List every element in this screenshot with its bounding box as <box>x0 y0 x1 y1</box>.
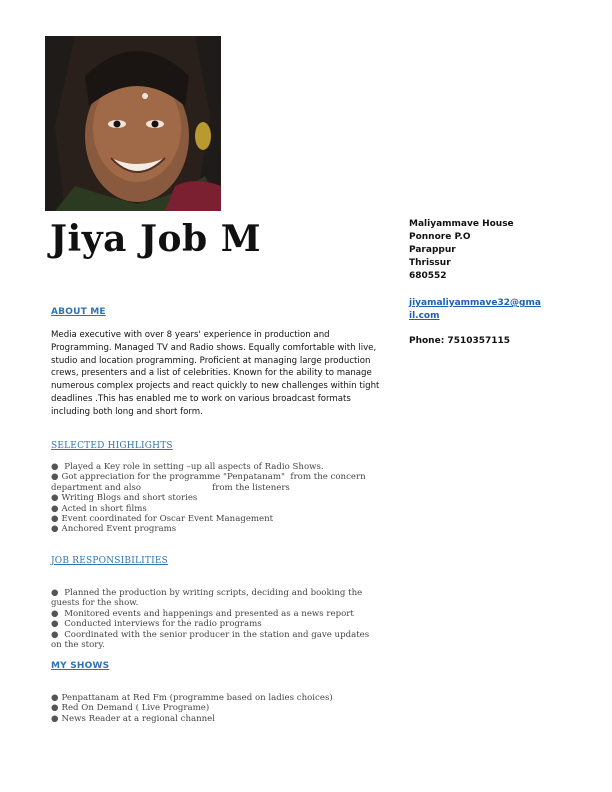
bullet-icon: ● <box>51 703 59 714</box>
list-item: ● Acted in short films <box>51 503 147 514</box>
contact-block <box>409 218 549 348</box>
list-item: ● Penpattanam at Red Fm (programme based on ladies choices) <box>51 693 333 703</box>
responsibilities-heading: JOB RESPONSIBILITIES <box>51 556 168 566</box>
phone-number: Phone: 7510357115 <box>409 336 511 346</box>
bullet-icon: ● <box>51 608 59 619</box>
highlights-heading: SELECTED HIGHLIGHTS <box>51 441 173 451</box>
bullet-icon: ● <box>51 493 59 504</box>
list-item: ● Got appreciation for the programme "Penpatanam" from the concern department and also from the listeners <box>51 472 369 493</box>
bullet-icon: ● <box>51 514 59 525</box>
list-item: ● Event coordinated for Oscar Event Management <box>51 514 274 525</box>
list-item: ● News Reader at a regional channel <box>51 713 216 724</box>
list-item: ● Coordinated with the senior producer in the station and gave updates on the story. <box>51 629 370 651</box>
bullet-icon: ● <box>51 693 59 703</box>
shows-heading: MY SHOWS <box>51 661 110 671</box>
list-item: ● Writing Blogs and short stories <box>51 493 198 504</box>
address-line-house: Maliyammave House <box>409 219 514 229</box>
bullet-icon: ● <box>51 713 59 724</box>
bullet-icon: ● <box>51 524 59 535</box>
address-line-post-office: Ponnore P.O <box>409 232 471 242</box>
list-item: ● Planned the production by writing scripts, deciding and booking the guests for the show. <box>51 588 363 609</box>
list-item: ● Played a Key role in setting –up all aspects of Radio Shows. <box>51 462 324 472</box>
shows-list <box>51 693 381 724</box>
address-line-locality: Parappur <box>409 245 456 255</box>
bullet-icon: ● <box>51 462 59 472</box>
responsibilities-list <box>51 588 381 650</box>
highlights-list <box>51 462 381 535</box>
bullet-icon: ● <box>51 472 59 483</box>
list-item: ● Monitored events and happenings and presented as a news report <box>51 608 354 619</box>
candidate-name: Jiya Job M <box>50 218 262 260</box>
bullet-icon: ● <box>51 588 59 598</box>
list-item: ● Anchored Event programs <box>51 524 177 535</box>
address-line-district: Thrissur <box>409 258 451 268</box>
list-item: ● Red On Demand ( Live Programe) <box>51 703 210 714</box>
bullet-icon: ● <box>51 503 59 514</box>
email-link[interactable]: jiyamaliyammave32@gmail.com <box>409 298 541 321</box>
address-line-pincode: 680552 <box>409 271 447 281</box>
bullet-icon: ● <box>51 619 59 630</box>
bullet-icon: ● <box>51 629 59 640</box>
list-item: ● Conducted interviews for the radio programs <box>51 619 262 630</box>
profile-photo <box>45 36 221 211</box>
about-text: Media executive with over 8 years' experience in production and Programming. Managed TV and Radio shows. Equally comfortable with live, studio and location programming. Proficient at managing large production crews, presenters and a list of celebrities. Known for the ability to manage numerous complex projects and react quickly to new challenges within tight deadlines .This has enabled me to work on various broadcast formats including both long and short form. <box>51 330 380 417</box>
about-heading: ABOUT ME <box>51 307 106 317</box>
